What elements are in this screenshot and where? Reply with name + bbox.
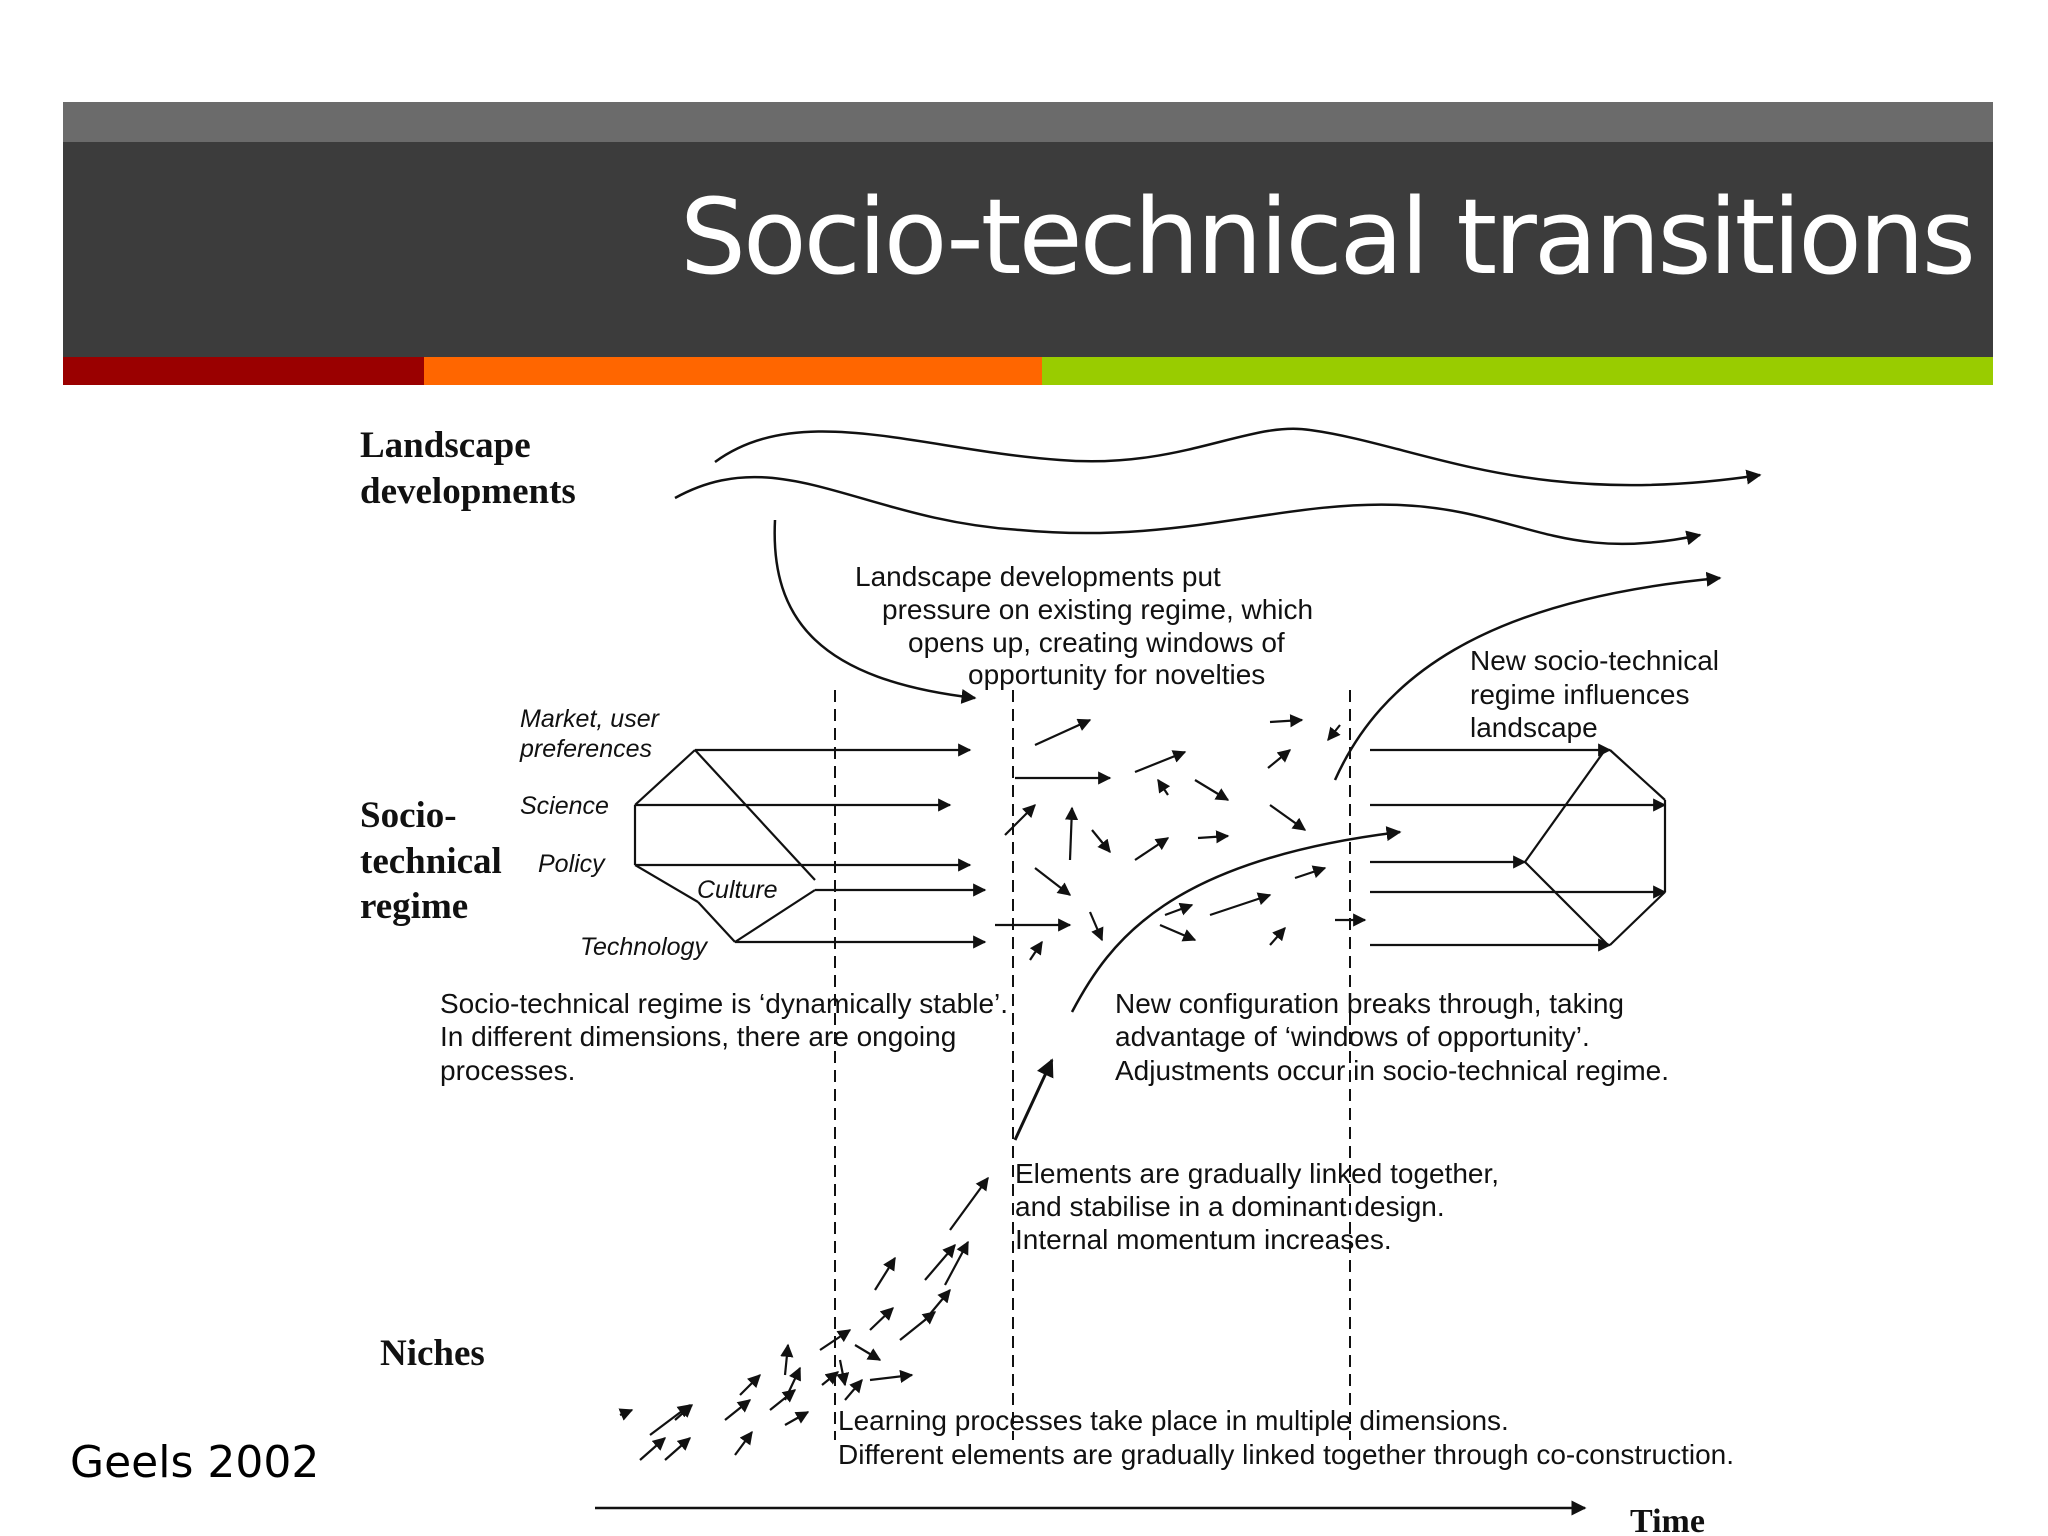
regime-left-bundle [635, 750, 985, 942]
dimension-technology: Technology [580, 933, 707, 961]
annotation-landscape-pressure-3: opens up, creating windows of [908, 627, 1285, 658]
level-label-landscape-1: Landscape [360, 425, 531, 466]
annotation-breakthrough-1: New configuration breaks through, taking [1115, 988, 1624, 1019]
annotation-linked-2: and stabilise in a dominant design. [1015, 1191, 1445, 1222]
annotation-dynamically-stable-1: Socio-technical regime is ‘dynamically stable’. [440, 988, 1009, 1019]
annotation-breakthrough-3: Adjustments occur in socio-technical regime. [1115, 1055, 1670, 1086]
annotation-dynamically-stable-3: processes. [440, 1055, 576, 1086]
level-label-niches: Niches [380, 1333, 485, 1374]
annotation-landscape-pressure-2: pressure on existing regime, which [882, 594, 1314, 625]
level-label-regime-1: Socio- [360, 795, 457, 836]
slide-title: Socio-technical transitions [680, 176, 1973, 298]
annotation-new-regime-3: landscape [1470, 712, 1598, 743]
annotation-learning-1: Learning processes take place in multiple dimensions. [838, 1405, 1509, 1436]
dimension-market-1: Market, user [520, 705, 659, 733]
dimension-science: Science [520, 792, 609, 820]
annotation-new-regime-1: New socio-technical [1470, 645, 1719, 676]
rising-arrow [1015, 1060, 1052, 1140]
level-label-regime-2: technical [360, 841, 502, 882]
time-axis-label: Time [1630, 1503, 1705, 1536]
annotation-learning-2: Different elements are gradually linked together through co-construction. [838, 1439, 1734, 1470]
annotation-dynamically-stable-2: In different dimensions, there are ongoing [440, 1021, 957, 1052]
level-label-landscape-2: developments [360, 471, 576, 512]
annotation-breakthrough-2: advantage of ‘windows of opportunity’. [1115, 1021, 1590, 1052]
landscape-wave-upper [715, 429, 1760, 486]
annotation-linked-1: Elements are gradually linked together, [1015, 1158, 1500, 1189]
annotation-landscape-pressure-4: opportunity for novelties [968, 659, 1266, 690]
citation: Geels 2002 [70, 1437, 320, 1488]
annotation-new-regime-2: regime influences [1470, 679, 1690, 710]
dimension-policy: Policy [538, 850, 605, 878]
annotation-linked-3: Internal momentum increases. [1015, 1224, 1392, 1255]
dimension-culture: Culture [697, 876, 778, 904]
regime-right-bundle [1370, 750, 1665, 945]
annotation-landscape-pressure-1: Landscape developments put [855, 561, 1221, 592]
regime-scatter-arrows [995, 720, 1365, 960]
landscape-wave-lower [675, 477, 1700, 544]
level-label-regime-3: regime [360, 886, 469, 927]
dimension-market-2: preferences [520, 735, 653, 763]
